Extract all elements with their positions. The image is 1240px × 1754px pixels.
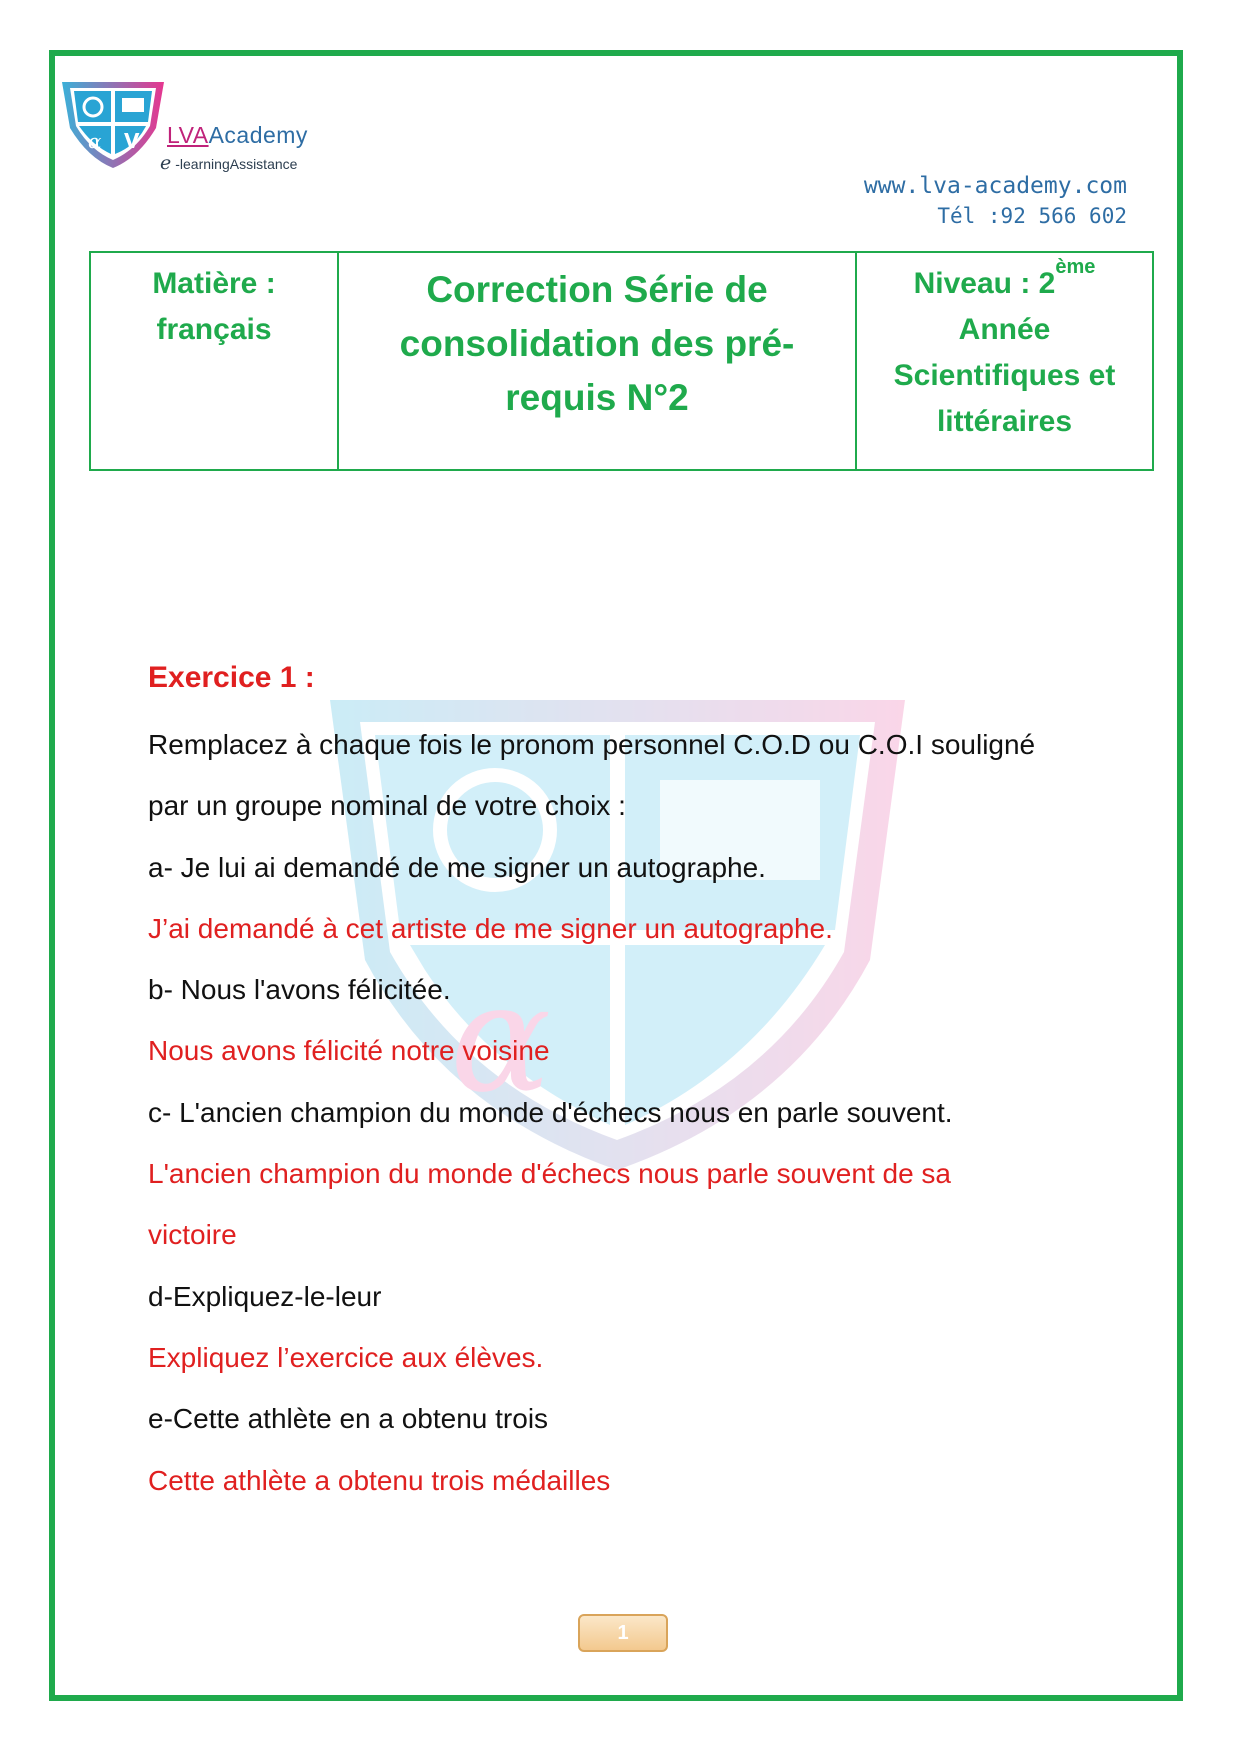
level-cell	[857, 253, 1152, 469]
level-line-2: Année	[958, 313, 1051, 346]
svg-text:V: V	[124, 129, 140, 153]
level-line-3: Scientifiques et	[893, 359, 1116, 392]
level-prefix: Niveau : 2	[913, 267, 1056, 300]
title-line-1: Correction Série de	[426, 269, 768, 310]
tagline-e: e	[160, 152, 172, 174]
brand-name	[167, 122, 308, 149]
instruction-line-2: par un groupe nominal de votre choix :	[148, 790, 626, 822]
level-line-4: littéraires	[936, 405, 1073, 438]
svg-text:α: α	[450, 952, 552, 1126]
lva-academy-logo	[58, 78, 168, 170]
level-line-1	[857, 256, 1152, 307]
info-table	[89, 251, 1154, 471]
answer-e: Cette athlète a obtenu trois médailles	[148, 1464, 611, 1496]
level-sup: ème	[1055, 256, 1096, 278]
answer-d: Expliquez l’exercice aux élèves.	[148, 1341, 544, 1373]
answer-b: Nous avons félicité notre voisine	[148, 1035, 550, 1067]
title-line-3: requis N°2	[505, 377, 689, 418]
brand-tagline	[160, 152, 297, 174]
page-number: 1	[578, 1614, 668, 1652]
exercise-title: Exercice 1 :	[148, 661, 315, 694]
question-e: e-Cette athlète en a obtenu trois	[148, 1403, 549, 1435]
answer-c-line-2: victoire	[148, 1219, 237, 1251]
brand-lva: LVA	[167, 122, 209, 148]
answer-a: J’ai demandé à cet artiste de me signer un autographe.	[148, 912, 833, 944]
phone-number: Tél :92 566 602	[937, 204, 1127, 228]
exercise-content	[148, 652, 1128, 1511]
tagline-rest: -learningAssistance	[175, 156, 298, 172]
brand-academy: Academy	[208, 122, 308, 148]
question-b: b- Nous l'avons félicitée.	[148, 974, 451, 1006]
answer-c-line-1: L'ancien champion du monde d'échecs nous parle souvent de sa	[148, 1158, 952, 1190]
website-url: www.lva-academy.com	[863, 173, 1127, 199]
title-cell	[339, 253, 857, 469]
svg-text:α: α	[88, 129, 102, 153]
subject-value: français	[156, 313, 272, 346]
question-d: d-Expliquez-le-leur	[148, 1280, 382, 1312]
subject-label: Matière :	[152, 267, 276, 300]
subject-cell	[91, 253, 339, 469]
question-c: c- L'ancien champion du monde d'échecs nous en parle souvent.	[148, 1096, 953, 1128]
title-line-2: consolidation des pré-	[399, 323, 795, 364]
instruction-line-1: Remplacez à chaque fois le pronom personnel C.O.D ou C.O.I souligné	[148, 729, 1036, 760]
question-a: a- Je lui ai demandé de me signer un autographe.	[148, 851, 766, 883]
